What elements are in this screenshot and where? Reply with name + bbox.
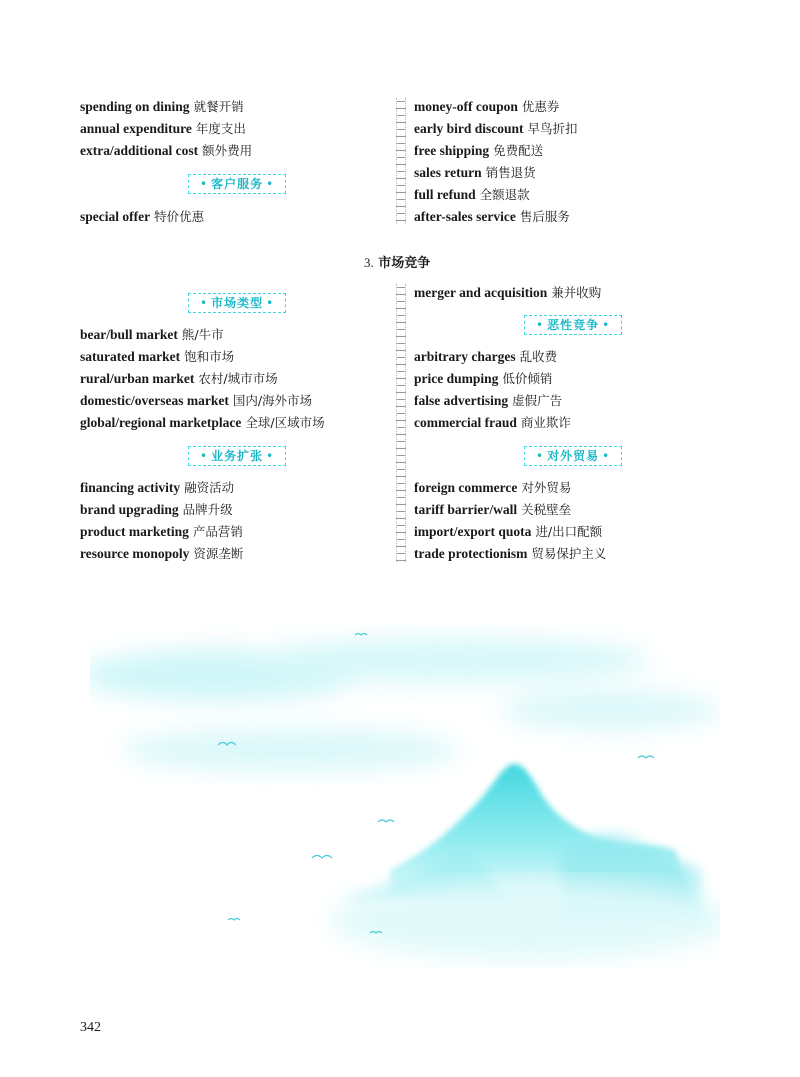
- vocab-entry: [80, 412, 325, 434]
- vocab-entry: [414, 521, 606, 543]
- vocab-entry: [80, 368, 325, 390]
- page-number: 342: [80, 1020, 101, 1035]
- vocab-entry: [80, 96, 252, 118]
- mountain-landscape-illustration: [90, 600, 720, 980]
- category-badge-vicious-competition: • 恶性竞争 •: [524, 315, 622, 335]
- vocab-entry: [414, 96, 578, 118]
- term-zh: 优惠券: [521, 99, 560, 114]
- vocab-entry: [80, 477, 243, 499]
- term-zh: 贸易保护主义: [531, 546, 607, 561]
- left-vocab-column-group3: [80, 324, 325, 434]
- vocab-entry: [414, 412, 571, 434]
- right-vocab-column: [414, 96, 578, 228]
- term-en: trade protectionism: [414, 546, 528, 561]
- term-en: financing activity: [80, 480, 181, 495]
- term-en: rural/urban market: [80, 371, 195, 386]
- term-en: after-sales service: [414, 209, 516, 224]
- term-zh: 虚假广告: [512, 393, 563, 408]
- term-en: early bird discount: [414, 121, 524, 136]
- term-en: foreign commerce: [414, 480, 518, 495]
- term-zh: 熊/牛市: [181, 327, 224, 342]
- vocab-entry: [80, 206, 204, 228]
- vocab-entry: [414, 346, 571, 368]
- vocab-entry: [414, 118, 578, 140]
- left-vocab-column-group4: [80, 477, 243, 565]
- vocab-entry: [80, 140, 252, 162]
- cloud-band: [90, 638, 720, 772]
- column-divider-top: [396, 98, 406, 224]
- left-vocab-column: [80, 96, 252, 162]
- vocab-entry: [80, 390, 325, 412]
- vocab-entry: [80, 499, 243, 521]
- term-zh: 就餐开销: [193, 99, 244, 114]
- vocab-entry: [414, 206, 578, 228]
- term-zh: 全额退款: [479, 187, 530, 202]
- term-en: free shipping: [414, 143, 490, 158]
- term-zh: 农村/城市市场: [198, 371, 278, 386]
- vocab-entry: [414, 282, 601, 304]
- term-zh: 售后服务: [519, 209, 570, 224]
- vocab-entry: [80, 324, 325, 346]
- term-en: resource monopoly: [80, 546, 190, 561]
- term-en: brand upgrading: [80, 502, 179, 517]
- category-badge-business-expansion: • 业务扩张 •: [188, 446, 286, 466]
- term-en: tariff barrier/wall: [414, 502, 518, 517]
- term-zh: 免费配送: [493, 143, 544, 158]
- term-en: saturated market: [80, 349, 181, 364]
- term-zh: 年度支出: [195, 121, 246, 136]
- term-en: extra/additional cost: [80, 143, 199, 158]
- term-zh: 低价倾销: [502, 371, 553, 386]
- term-en: sales return: [414, 165, 482, 180]
- vocab-entry: [414, 499, 606, 521]
- term-zh: 饱和市场: [184, 349, 235, 364]
- vocab-entry: [414, 368, 571, 390]
- right-vocab-column-group2: [414, 282, 601, 304]
- section-title: 市场竞争: [378, 256, 431, 271]
- term-en: global/regional marketplace: [80, 415, 242, 430]
- term-zh: 进/出口配额: [535, 524, 603, 539]
- column-divider-bottom: [396, 284, 406, 562]
- vocab-entry: [80, 346, 325, 368]
- category-badge-market-type: • 市场类型 •: [188, 293, 286, 313]
- category-badge-foreign-trade: • 对外贸易 •: [524, 446, 622, 466]
- term-zh: 兼并收购: [551, 285, 602, 300]
- term-zh: 对外贸易: [521, 480, 572, 495]
- term-en: full refund: [414, 187, 476, 202]
- term-en: domestic/overseas market: [80, 393, 229, 408]
- term-en: merger and acquisition: [414, 285, 548, 300]
- term-zh: 额外费用: [202, 143, 253, 158]
- term-zh: 早鸟折扣: [527, 121, 578, 136]
- term-zh: 关税壁垒: [521, 502, 572, 517]
- term-zh: 国内/海外市场: [232, 393, 313, 408]
- term-zh: 全球/区域市场: [245, 415, 325, 430]
- vocab-entry: [414, 390, 571, 412]
- right-vocab-column-group3: [414, 346, 571, 434]
- term-en: annual expenditure: [80, 121, 192, 136]
- vocab-entry: [80, 521, 243, 543]
- mountain-range: [330, 764, 720, 960]
- term-zh: 产品营销: [192, 524, 243, 539]
- term-en: price dumping: [414, 371, 499, 386]
- term-zh: 销售退货: [485, 165, 536, 180]
- vocab-entry: [80, 543, 243, 565]
- term-en: arbitrary charges: [414, 349, 516, 364]
- term-en: special offer: [80, 209, 151, 224]
- term-en: product marketing: [80, 524, 189, 539]
- term-en: import/export quota: [414, 524, 532, 539]
- term-zh: 品牌升级: [182, 502, 233, 517]
- term-zh: 融资活动: [184, 480, 235, 495]
- term-en: money-off coupon: [414, 99, 518, 114]
- section-number: 3.: [364, 255, 374, 270]
- right-vocab-column-group4: [414, 477, 606, 565]
- term-zh: 资源垄断: [193, 546, 244, 561]
- vocab-entry: [414, 543, 606, 565]
- term-zh: 乱收费: [519, 349, 558, 364]
- vocab-entry: [80, 118, 252, 140]
- term-en: false advertising: [414, 393, 509, 408]
- term-en: commercial fraud: [414, 415, 517, 430]
- vocab-entry: [414, 477, 606, 499]
- vocab-entry: [414, 184, 578, 206]
- term-zh: 特价优惠: [154, 209, 205, 224]
- left-vocab-column-group2: [80, 206, 204, 228]
- section-heading: [364, 252, 430, 271]
- term-zh: 商业欺诈: [520, 415, 571, 430]
- vocab-entry: [414, 162, 578, 184]
- term-en: spending on dining: [80, 99, 190, 114]
- term-en: bear/bull market: [80, 327, 178, 342]
- category-badge-customer-service: • 客户服务 •: [188, 174, 286, 194]
- vocab-entry: [414, 140, 578, 162]
